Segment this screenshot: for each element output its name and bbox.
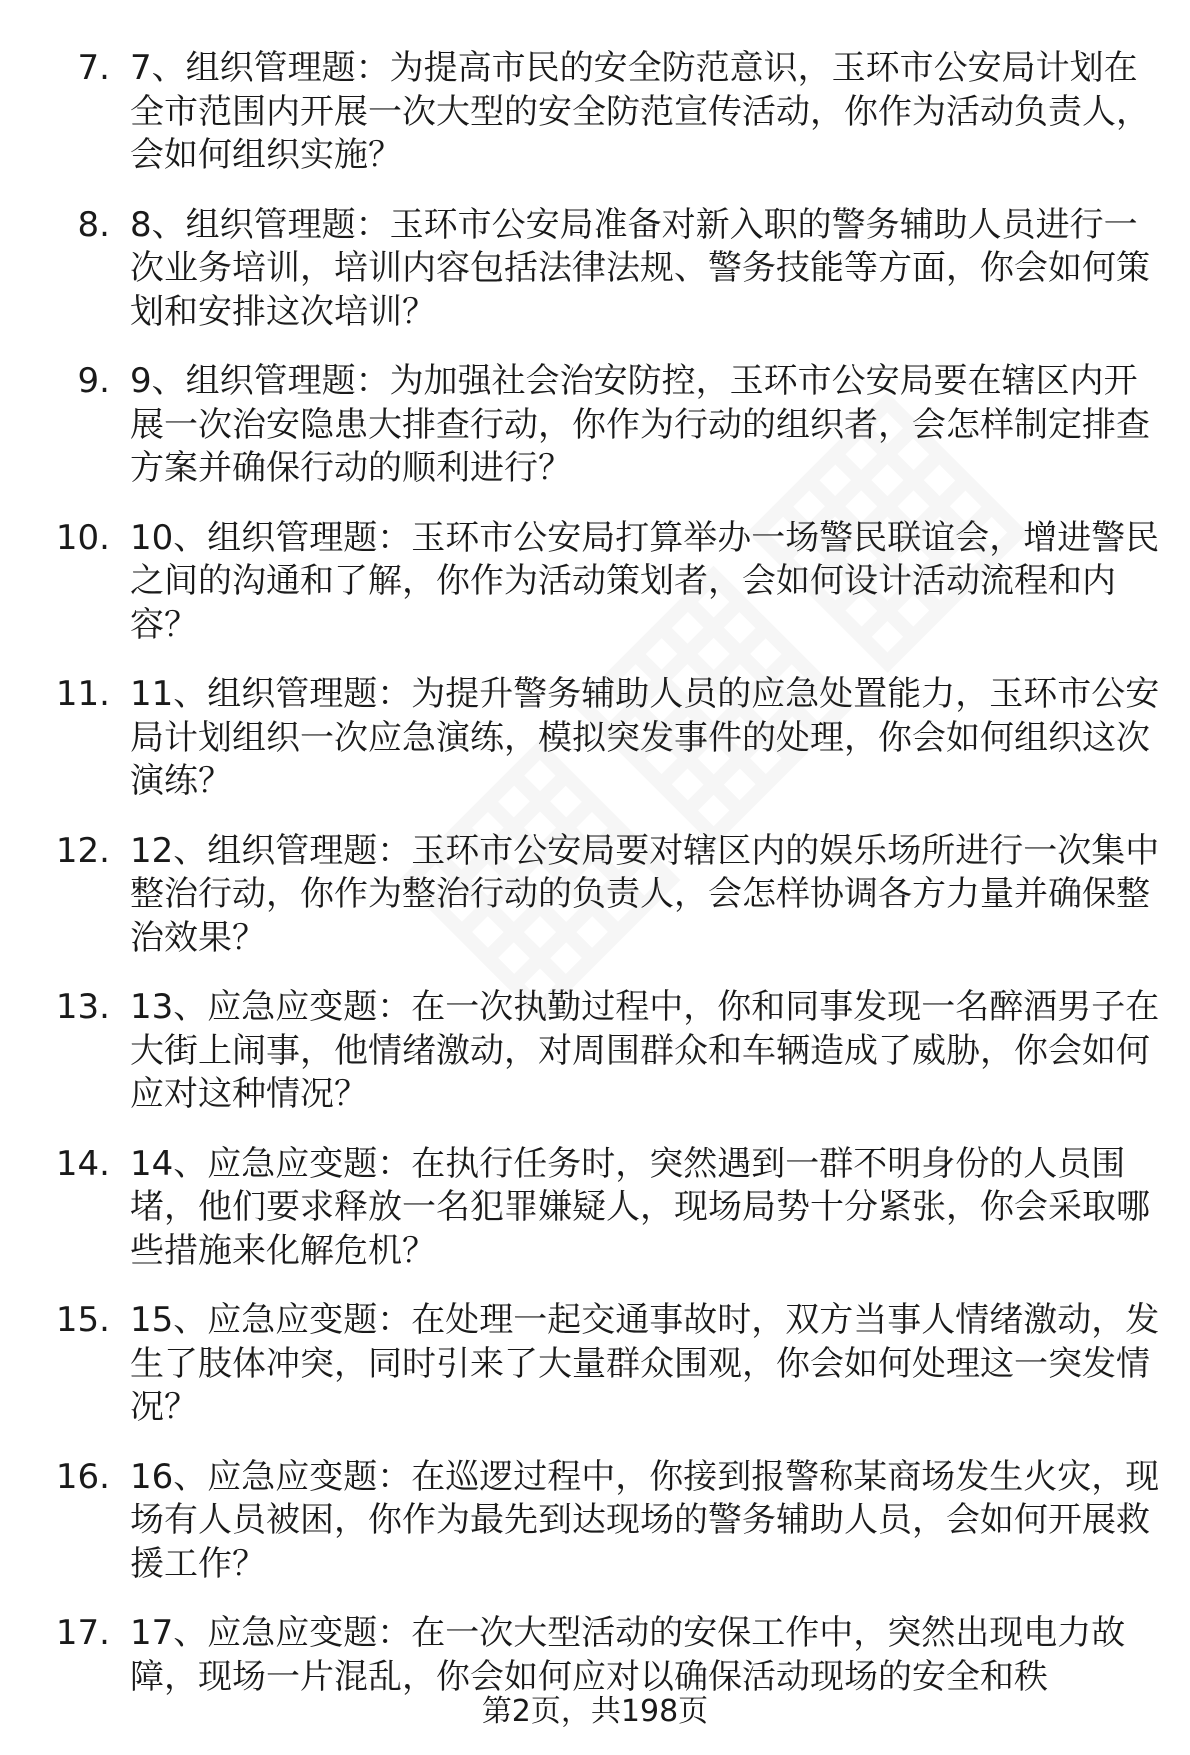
question-text: 12、组织管理题：玉环市公安局要对辖区内的娱乐场所进行一次集中整治行动，你作为整治行动的负责人，会怎样协调各方力量并确保整治效果？ <box>130 830 1160 958</box>
question-number: 10. <box>55 517 110 558</box>
question-number: 14. <box>55 1143 110 1184</box>
question-number: 13. <box>55 987 110 1027</box>
question-item <box>0 986 1190 1117</box>
question-number: 9. <box>77 361 110 401</box>
question-text: 8、组织管理题：玉环市公安局准备对新入职的警务辅助人员进行一次业务培训，培训内容包括法律法规、警务技能等方面，你会如何策划和安排这次培训？ <box>130 204 1150 332</box>
page-number-label: 第2页，共198页 <box>481 1694 709 1729</box>
question-number: 15. <box>55 1300 110 1340</box>
question-text: 17、应急应变题：在一次大型活动的安保工作中，突然出现电力故障，现场一片混乱，你会如何应对以确保活动现场的安全和秩 <box>130 1613 1126 1697</box>
page-footer <box>0 1692 1190 1732</box>
question-number: 11. <box>55 674 110 714</box>
question-item <box>0 673 1190 804</box>
question-item <box>0 1612 1190 1699</box>
question-number: 17. <box>55 1613 110 1653</box>
question-text: 7、组织管理题：为提高市民的安全防范意识，玉环市公安局计划在全市范围内开展一次大型的安全防范宣传活动，你作为活动负责人，会如何组织实施？ <box>130 48 1150 175</box>
question-number: 7. <box>77 48 110 88</box>
question-item <box>0 830 1190 961</box>
question-item <box>0 47 1190 178</box>
question-number: 12. <box>55 830 110 871</box>
question-item <box>0 517 1190 648</box>
question-text: 15、应急应变题：在处理一起交通事故时，双方当事人情绪激动，发生了肢体冲突，同时引来了大量群众围观，你会如何处理这一突发情况？ <box>130 1300 1160 1427</box>
question-number: 8. <box>77 204 110 245</box>
question-number: 16. <box>55 1456 110 1497</box>
question-list <box>0 47 1190 1725</box>
question-text: 11、组织管理题：为提升警务辅助人员的应急处置能力，玉环市公安局计划组织一次应急演练，模拟突发事件的处理，你会如何组织这次演练？ <box>130 674 1160 801</box>
question-text: 10、组织管理题：玉环市公安局打算举办一场警民联谊会，增进警民之间的沟通和了解，你作为活动策划者，会如何设计活动流程和内容？ <box>130 517 1160 645</box>
question-item <box>0 360 1190 491</box>
question-item <box>0 1456 1190 1587</box>
question-text: 16、应急应变题：在巡逻过程中，你接到报警称某商场发生火灾，现场有人员被困，你作为最先到达现场的警务辅助人员，会如何开展救援工作？ <box>130 1456 1160 1584</box>
question-item <box>0 204 1190 335</box>
question-text: 14、应急应变题：在执行任务时，突然遇到一群不明身份的人员围堵，他们要求释放一名犯罪嫌疑人，现场局势十分紧张，你会采取哪些措施来化解危机？ <box>130 1143 1150 1271</box>
question-text: 9、组织管理题：为加强社会治安防控，玉环市公安局要在辖区内开展一次治安隐患大排查行动，你作为行动的组织者，会怎样制定排查方案并确保行动的顺利进行？ <box>130 361 1150 488</box>
question-item <box>0 1143 1190 1274</box>
question-text: 13、应急应变题：在一次执勤过程中，你和同事发现一名醉酒男子在大街上闹事，他情绪激动，对周围群众和车辆造成了威胁，你会如何应对这种情况？ <box>130 987 1160 1114</box>
question-item <box>0 1299 1190 1430</box>
